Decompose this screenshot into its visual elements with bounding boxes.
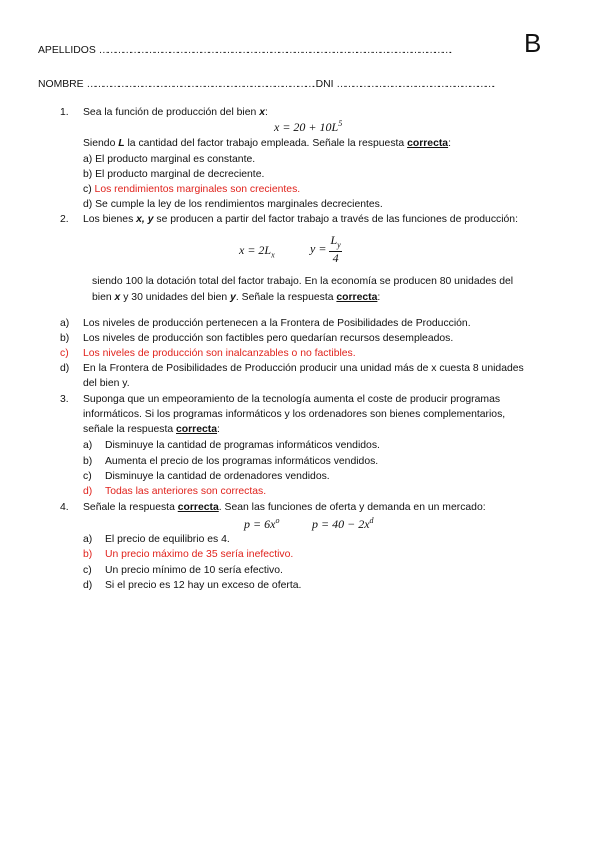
q2-option-a-label: a) (60, 318, 70, 329)
q2-paragraph-line2 (92, 292, 380, 303)
q1-stmt-c: : (448, 138, 451, 149)
q4-option-d: Si el precio es 12 hay un exceso de oferta. (105, 580, 302, 591)
q4-option-c: Un precio mínimo de 10 sería efectivo. (105, 565, 283, 576)
q2-p-d: : (377, 292, 381, 303)
q2-f2-main: y = (310, 241, 330, 256)
exam-version: B (524, 28, 542, 58)
q4-l1-a: Señale la respuesta (83, 502, 178, 513)
q2-option-d-line1: En la Frontera de Posibilidades de Producción producir una unidad más de x cuesta 8 unidades (83, 363, 524, 374)
q2-f2-numerator (329, 234, 341, 252)
q4-option-d-label: d) (83, 580, 93, 591)
q4-formula-demand (312, 516, 374, 532)
q1-stmt-b: la cantidad del factor trabajo empleada. Señale la respuesta (124, 138, 408, 149)
q2-p-a: bien (92, 292, 115, 303)
q2-intro-b: se producen a partir del factor trabajo a través de las funciones de producción: (153, 214, 518, 225)
q2-p-x: x (114, 292, 121, 303)
q3-l3-key: correcta (176, 424, 218, 435)
q2-option-c: Los niveles de producción son inalcanzables o no factibles. (83, 348, 356, 359)
q4-option-b: Un precio máximo de 35 sería inefectivo. (105, 549, 294, 560)
nombre-label: NOMBRE (38, 79, 84, 90)
q3-option-c: Disminuye la cantidad de ordenadores vendidos. (105, 471, 330, 482)
q1-option-a: a) El producto marginal es constante. (83, 154, 256, 165)
q2-f2-fraction (329, 234, 341, 264)
q4-formula-supply (244, 516, 279, 532)
q1-intro (83, 107, 268, 118)
q2-intro-a: Los bienes (83, 214, 137, 225)
q3-line1: Suponga que un empeoramiento de la tecnología aumenta el coste de producir programas (83, 394, 501, 405)
q1-intro-text: Sea la función de producción del bien (83, 107, 260, 118)
q4-option-b-label: b) (83, 549, 93, 560)
q3-line3 (83, 424, 220, 435)
apellidos-dots: ………………………………………………………………………………………………………………………. (98, 45, 450, 56)
q2-p-y: y (230, 292, 236, 303)
q2-p-b: y 30 unidades del bien (120, 292, 231, 303)
q3-option-a-label: a) (83, 440, 93, 451)
q4-option-c-label: c) (83, 565, 92, 576)
q3-option-b: Aumenta el precio de los programas informáticos vendidos. (105, 456, 379, 467)
q1-number: 1. (60, 107, 69, 118)
q1-formula (274, 119, 342, 135)
q3-number: 3. (60, 394, 69, 405)
q2-f2-denominator: 4 (332, 251, 339, 266)
q2-option-c-label: c) (60, 348, 69, 359)
q4-option-a: El precio de equilibrio es 4. (105, 534, 230, 545)
q4-f2-main: p = 40 − 2x (312, 517, 370, 531)
q2-f2-num-sub: y (337, 240, 341, 250)
dni-dots: ……………………………………………………. (336, 79, 493, 90)
q1-option-b: b) El producto marginal de decreciente. (83, 169, 265, 180)
q4-option-a-label: a) (83, 534, 93, 545)
q1-formula-main: x = 20 + 10L (274, 120, 339, 134)
q3-l3-b: : (217, 424, 220, 435)
nombre-field (38, 79, 493, 90)
q2-paragraph-line1: siendo 100 la dotación total del factor trabajo. En la economía se producen 80 unidades del (92, 276, 514, 287)
q2-option-d-line2: del bien y. (83, 378, 130, 389)
q2-f1-main: x = 2L (239, 243, 272, 257)
q4-number: 4. (60, 502, 69, 513)
q4-f1-sup: o (275, 516, 280, 525)
q3-option-c-label: c) (83, 471, 92, 482)
q1-intro-end: : (264, 107, 268, 118)
q4-l1-key: correcta (177, 502, 219, 513)
q1-option-c (83, 184, 300, 195)
q1-option-c-prefix: c) (83, 184, 95, 195)
q2-intro (83, 214, 518, 225)
q2-formula-x (239, 243, 275, 259)
q2-p-c: . Señale la respuesta (235, 292, 337, 303)
q1-option-d: d) Se cumple la ley de los rendimientos marginales decrecientes. (83, 199, 383, 210)
q1-stmt-key: correcta (407, 138, 449, 149)
q3-option-a: Disminuye la cantidad de programas informáticos vendidos. (105, 440, 380, 451)
q2-number: 2. (60, 214, 69, 225)
q2-option-d-label: d) (60, 363, 70, 374)
q4-l1-b: . Sean las funciones de oferta y demanda en un mercado: (218, 502, 486, 513)
q2-p-key: correcta (336, 292, 378, 303)
q3-line2: informáticos. Si los programas informáticos y los ordenadores son bienes complementarios, (83, 409, 506, 420)
q1-statement (83, 138, 451, 149)
q3-option-d-label: d) (83, 486, 93, 497)
nombre-dots: ……………………………………………………………………………. (86, 79, 313, 90)
q2-option-a: Los niveles de producción pertenecen a la Frontera de Posibilidades de Producción. (83, 318, 471, 329)
q1-stmt-var: L (118, 138, 125, 149)
q3-option-d: Todas las anteriores son correctas. (105, 486, 267, 497)
q2-f1-sub: x (271, 250, 275, 260)
q2-formula-y (310, 234, 342, 264)
q1-intro-var: x (259, 107, 265, 118)
q2-f2-num-var: L (330, 233, 338, 247)
q1-option-c-text: Los rendimientos marginales son crecientes. (94, 184, 301, 195)
q2-option-b: Los niveles de producción son factibles pero quedarían recursos desempleados. (83, 333, 454, 344)
q4-line1 (83, 502, 486, 513)
dni-label: DNI (315, 79, 334, 90)
q1-stmt-a: Siendo (83, 138, 119, 149)
apellidos-label: APELLIDOS (38, 45, 96, 56)
q3-option-b-label: b) (83, 456, 93, 467)
q3-l3-a: señale la respuesta (83, 424, 176, 435)
q2-intro-vars: x, y (136, 214, 154, 225)
q2-option-b-label: b) (60, 333, 70, 344)
q1-formula-exp: 5 (338, 119, 343, 128)
q4-f1-main: p = 6x (244, 517, 276, 531)
apellidos-field (38, 45, 450, 56)
q4-f2-sup: d (369, 516, 374, 525)
